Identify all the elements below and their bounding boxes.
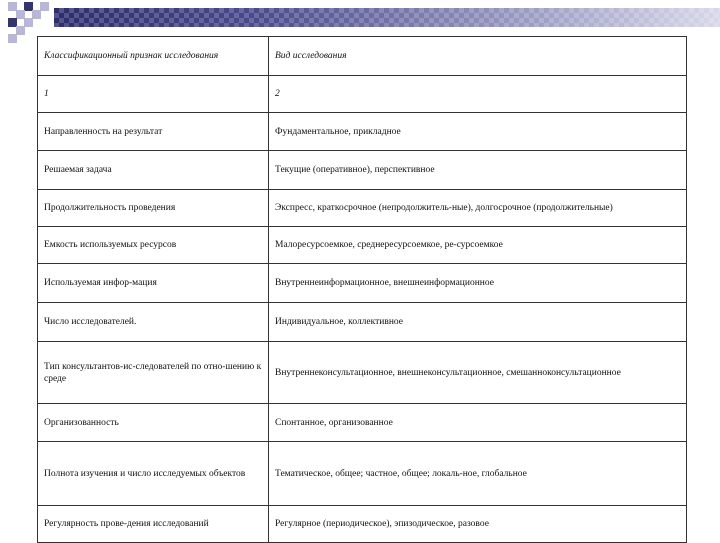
header-cell: Вид исследования	[269, 37, 687, 76]
criterion-cell: Направленность на результат	[38, 113, 269, 151]
criterion-cell: Полнота изучения и число исследуемых объектов	[38, 442, 269, 506]
type-cell: Тематическое, общее; частное, общее; локаль-ное, глобальное	[269, 442, 687, 506]
criterion-cell: Число исследователей.	[38, 303, 269, 342]
type-cell: Регулярное (периодическое), эпизодическое, разовое	[269, 506, 687, 543]
table-row	[38, 151, 687, 190]
type-cell: Экспресс, краткосрочное (непродолжитель-ные), долгосрочное (продолжительные)	[269, 190, 687, 227]
criterion-cell: Используемая инфор-мация	[38, 264, 269, 303]
type-cell: Индивидуальное, коллективное	[269, 303, 687, 342]
table-row	[38, 113, 687, 151]
table-row	[38, 342, 687, 404]
type-cell: Фундаментальное, прикладное	[269, 113, 687, 151]
table-row	[38, 404, 687, 442]
table-row	[38, 442, 687, 506]
column-number-cell: 1	[38, 76, 269, 113]
table-row	[38, 506, 687, 543]
criterion-cell: Организованность	[38, 404, 269, 442]
table-number-row	[38, 76, 687, 113]
criterion-cell: Тип консультантов-ис-следователей по отно-шению к среде	[38, 342, 269, 404]
criterion-cell: Емкость используемых ресурсов	[38, 227, 269, 264]
table-header-row	[38, 37, 687, 76]
type-cell: Внутреннеинформационное, внешнеинформационное	[269, 264, 687, 303]
research-classification-table	[37, 36, 687, 543]
table-row	[38, 227, 687, 264]
header-cell: Классификационный признак исследования	[38, 37, 269, 76]
table-row	[38, 264, 687, 303]
type-cell: Внутреннеконсультационное, внешнеконсультационное, смешанноконсультационное	[269, 342, 687, 404]
table-row	[38, 190, 687, 227]
criterion-cell: Регулярность прове-дения исследований	[38, 506, 269, 543]
criterion-cell: Решаемая задача	[38, 151, 269, 190]
decorative-top-bar	[54, 8, 720, 27]
type-cell: Спонтанное, организованное	[269, 404, 687, 442]
type-cell: Малоресурсоемкое, среднересурсоемкое, ре-сурсоемкое	[269, 227, 687, 264]
type-cell: Текущие (оперативное), перспективное	[269, 151, 687, 190]
column-number-cell: 2	[269, 76, 687, 113]
table-row	[38, 303, 687, 342]
criterion-cell: Продолжительность проведения	[38, 190, 269, 227]
